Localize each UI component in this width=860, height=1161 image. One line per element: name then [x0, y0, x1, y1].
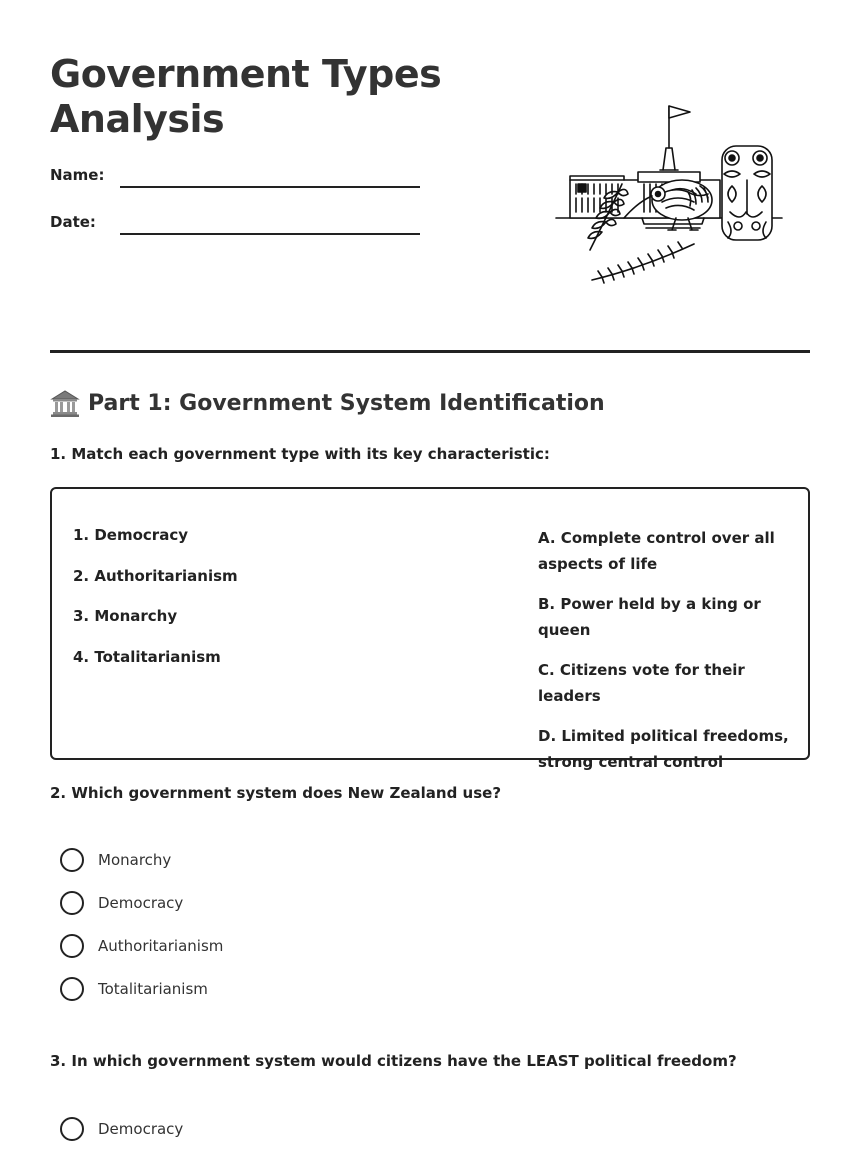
option-label: Democracy [98, 894, 184, 912]
q2-option-monarchy[interactable] [60, 847, 171, 873]
option-label: Authoritarianism [98, 937, 224, 955]
question-2: 2. Which government system does New Zealand use? [50, 784, 502, 802]
radio-button[interactable] [60, 1117, 84, 1141]
radio-button[interactable] [60, 848, 84, 872]
match-left-item: 1. Democracy [73, 526, 188, 544]
part1-heading [50, 388, 605, 418]
government-types-list [73, 525, 238, 687]
match-left-item: 2. Authoritarianism [73, 566, 238, 585]
radio-button[interactable] [60, 977, 84, 1001]
title-line-1: Government Types [50, 52, 442, 96]
question-1: 1. Match each government type with its key characteristic: [50, 445, 550, 463]
name-input-line[interactable] [120, 186, 420, 188]
name-label: Name: [50, 166, 105, 184]
q3-option-democracy[interactable] [60, 1116, 183, 1142]
name-field[interactable] [50, 166, 420, 190]
match-right-item: C. Citizens vote for their leaders [538, 661, 745, 705]
page-title [50, 52, 441, 142]
radio-button[interactable] [60, 891, 84, 915]
classical-building-icon [50, 388, 80, 418]
q2-option-totalitarianism[interactable] [60, 976, 208, 1002]
matching-box [50, 487, 810, 771]
header-divider [50, 350, 810, 353]
match-right-item: A. Complete control over all aspects of life [538, 529, 775, 573]
match-right-item: D. Limited political freedoms, strong central control [538, 727, 789, 771]
match-left-item: 4. Totalitarianism [73, 647, 221, 666]
match-left-item: 3. Monarchy [73, 607, 178, 625]
option-label: Totalitarianism [98, 980, 208, 998]
match-right-item: B. Power held by a king or queen [538, 595, 761, 639]
date-field[interactable] [50, 213, 420, 237]
q2-option-democracy[interactable] [60, 890, 183, 916]
nz-parliament-kiwi-tiki-icon [552, 100, 788, 286]
characteristics-list [538, 525, 798, 789]
date-input-line[interactable] [120, 233, 420, 235]
option-label: Democracy [98, 1120, 184, 1138]
title-line-2: Analysis [50, 97, 225, 141]
date-label: Date: [50, 213, 96, 231]
option-label: Monarchy [98, 851, 172, 869]
part1-heading-text: Part 1: Government System Identification [88, 390, 605, 416]
question-3: 3. In which government system would citizens have the LEAST political freedom? [50, 1052, 737, 1070]
q2-option-authoritarianism[interactable] [60, 933, 223, 959]
radio-button[interactable] [60, 934, 84, 958]
